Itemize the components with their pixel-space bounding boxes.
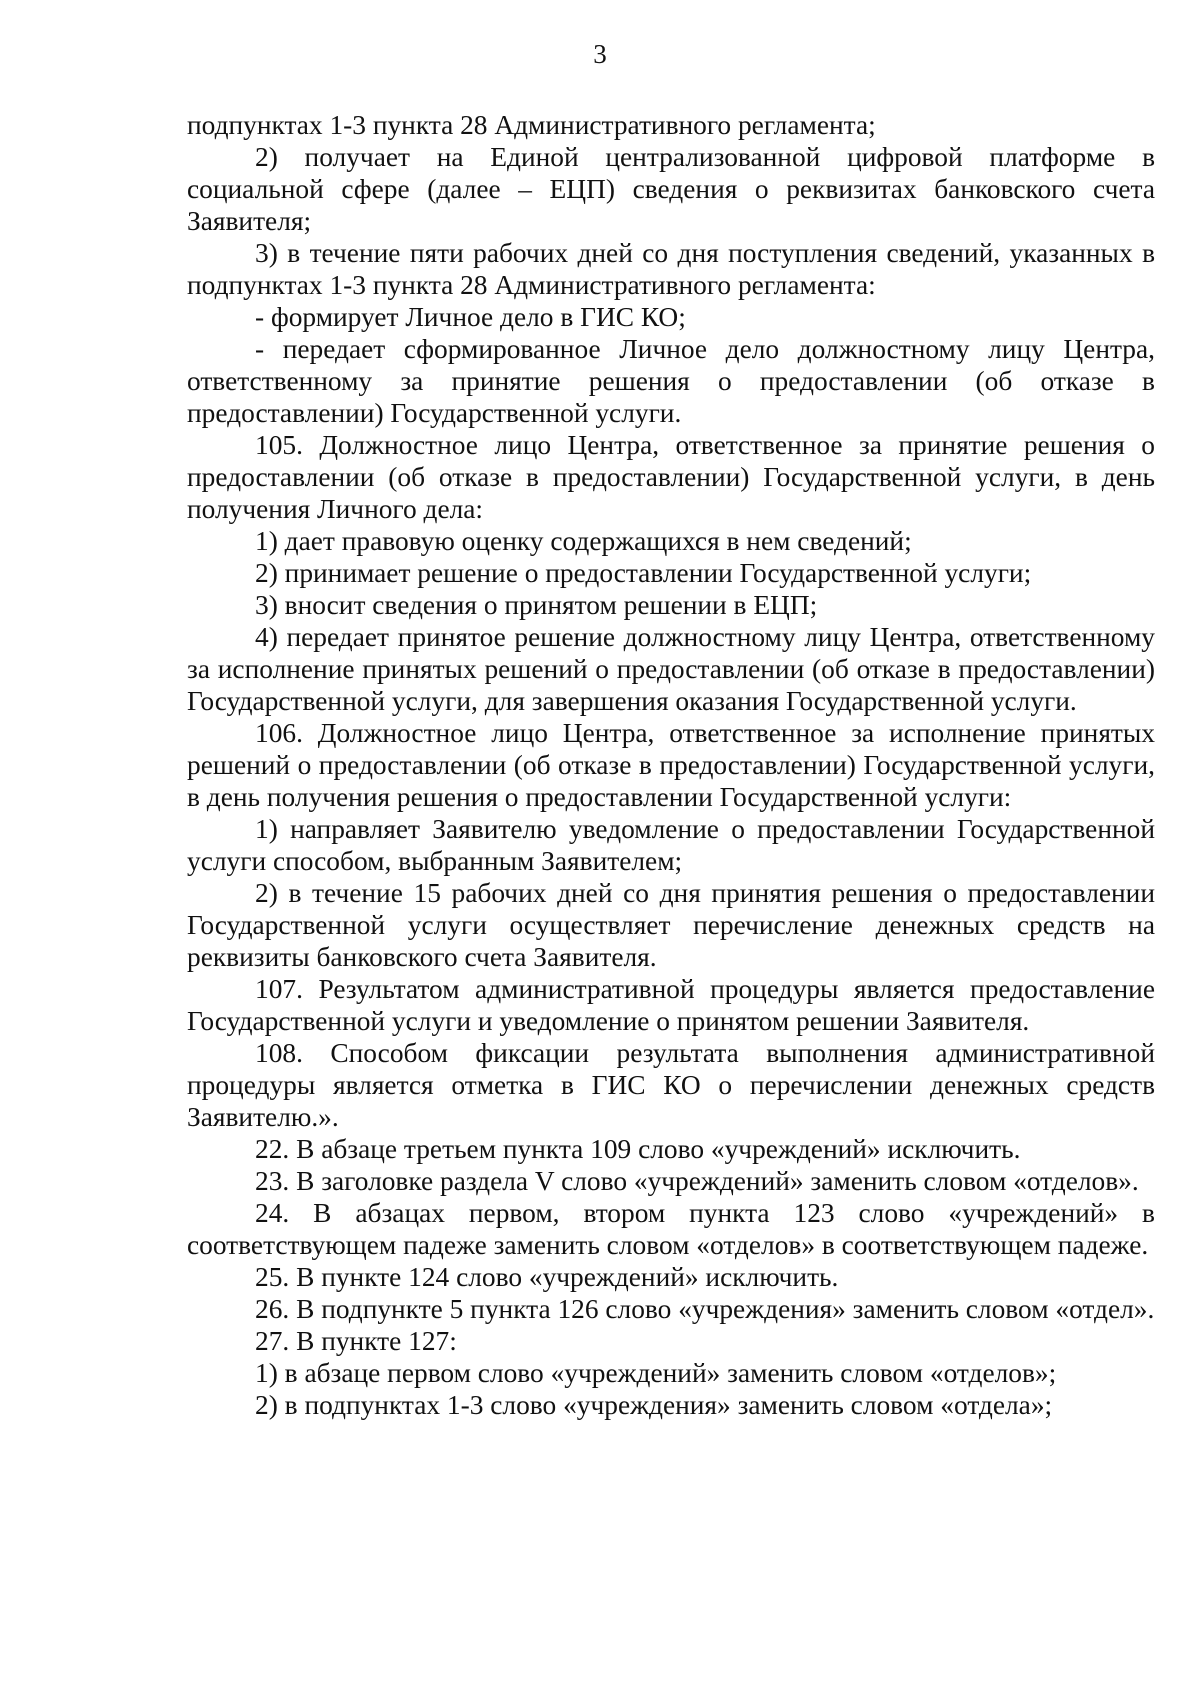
paragraph: 2) в подпунктах 1-3 слово «учреждения» заменить словом «отдела»; xyxy=(255,1390,1053,1420)
paragraph: подпунктах 1-3 пункта 28 Административного регламента; xyxy=(187,110,876,140)
paragraph: 25. В пункте 124 слово «учреждений» исключить. xyxy=(255,1262,839,1292)
paragraph: - передает сформированное Личное дело должностному лицу Центра, ответственному за принятие решения о предоставлении (об отказе в предоставлении) Государственной услуги. xyxy=(187,334,1155,428)
paragraph: 105. Должностное лицо Центра, ответственное за принятие решения о предоставлении (об отказе в предоставлении) Государственной услуги, в день получения Личного дела: xyxy=(187,430,1155,524)
paragraph: 2) в течение 15 рабочих дней со дня принятия решения о предоставлении Государственной услуги осуществляет перечисление денежных средств на реквизиты банковского счета Заявителя. xyxy=(187,878,1155,972)
paragraph: 22. В абзаце третьем пункта 109 слово «учреждений» исключить. xyxy=(255,1134,1021,1164)
paragraph: 26. В подпункте 5 пункта 126 слово «учреждения» заменить словом «отдел». xyxy=(255,1294,1155,1324)
paragraph: 3) в течение пяти рабочих дней со дня поступления сведений, указанных в подпунктах 1-3 пункта 28 Административного регламента: xyxy=(187,238,1155,300)
paragraph: 1) в абзаце первом слово «учреждений» заменить словом «отделов»; xyxy=(255,1358,1057,1388)
paragraph: 4) передает принятое решение должностному лицу Центра, ответственному за исполнение принятых решений о предоставлении (об отказе в предоставлении) Государственной услуги, для завершения оказания Государственной услуги. xyxy=(187,622,1155,716)
paragraph: 108. Способом фиксации результата выполнения административной процедуры является отметка в ГИС КО о перечислении денежных средств Заявителю.». xyxy=(187,1038,1155,1132)
paragraph: - формирует Личное дело в ГИС КО; xyxy=(255,302,686,332)
document-body xyxy=(187,109,1155,1421)
paragraph: 23. В заголовке раздела V слово «учреждений» заменить словом «отделов». xyxy=(255,1166,1139,1196)
paragraph: 107. Результатом административной процедуры является предоставление Государственной услуги и уведомление о принятом решении Заявителя. xyxy=(187,974,1155,1036)
paragraph: 1) дает правовую оценку содержащихся в нем сведений; xyxy=(255,526,912,556)
paragraph: 24. В абзацах первом, втором пункта 123 слово «учреждений» в соответствующем падеже заменить словом «отделов» в соответствующем падеже. xyxy=(187,1198,1155,1260)
paragraph: 1) направляет Заявителю уведомление о предоставлении Государственной услуги способом, выбранным Заявителем; xyxy=(187,814,1155,876)
paragraph: 2) получает на Единой централизованной цифровой платформе в социальной сфере (далее – ЕЦП) сведения о реквизитах банковского счета Заявителя; xyxy=(187,142,1155,236)
paragraph: 3) вносит сведения о принятом решении в ЕЦП; xyxy=(255,590,818,620)
paragraph: 2) принимает решение о предоставлении Государственной услуги; xyxy=(255,558,1032,588)
paragraph: 106. Должностное лицо Центра, ответственное за исполнение принятых решений о предоставлении (об отказе в предоставлении) Государственной услуги, в день получения решения о предоставлении Государственной услуги: xyxy=(187,718,1155,812)
page-number: 3 xyxy=(593,39,607,69)
paragraph: 27. В пункте 127: xyxy=(255,1326,457,1356)
